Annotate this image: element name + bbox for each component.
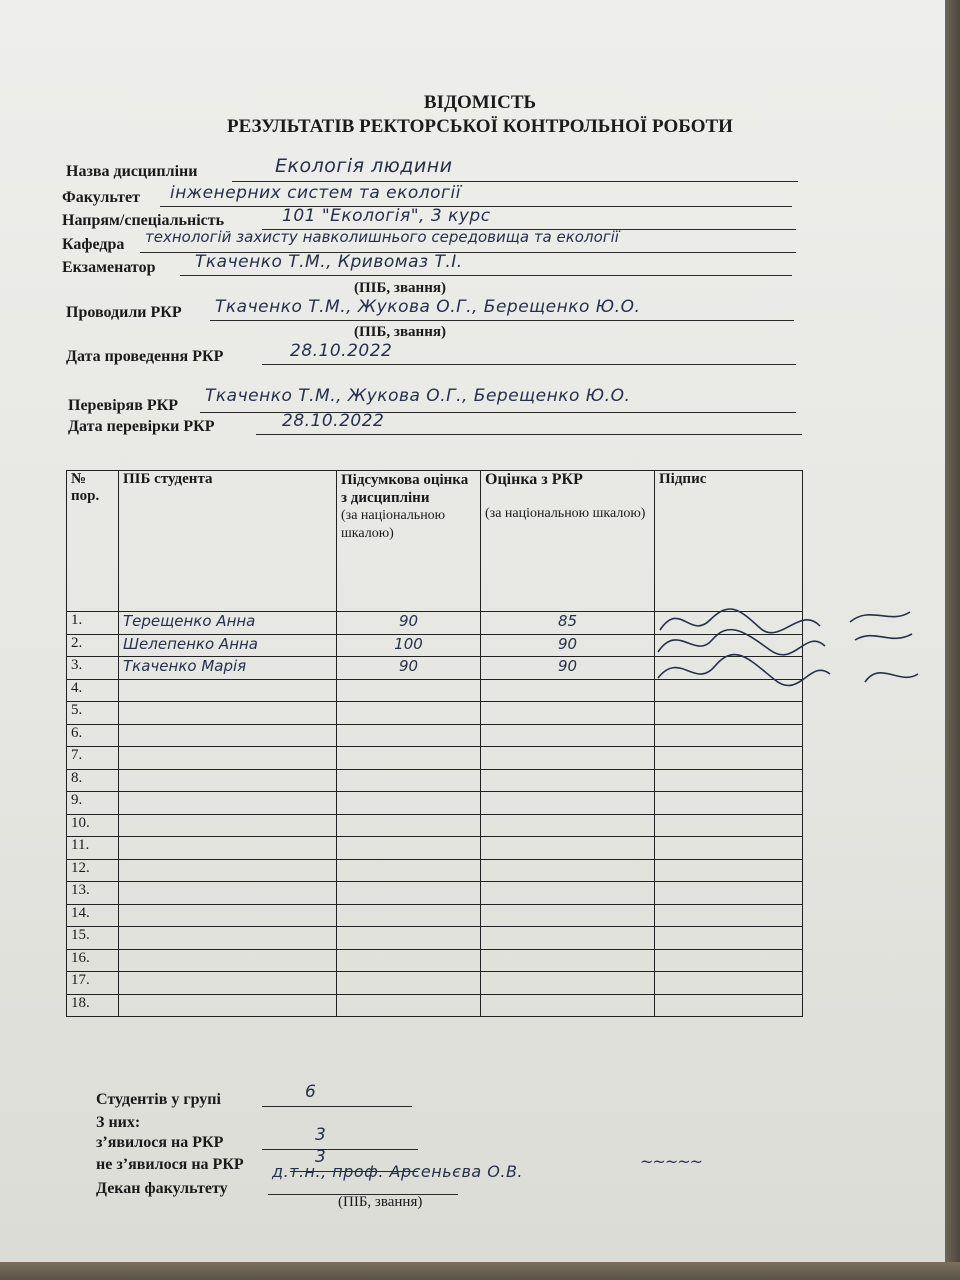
row-rkr-grade: 90 <box>481 657 655 680</box>
dean-value: д.т.н., проф. Арсеньєва О.В. <box>272 1162 524 1181</box>
appeared-label: з’явилося на РКР <box>96 1134 224 1151</box>
examiner-line <box>180 275 792 276</box>
row-number: 14. <box>67 904 119 927</box>
row-final-grade <box>337 904 481 927</box>
row-student-name <box>119 927 337 950</box>
row-rkr-grade <box>481 994 655 1017</box>
table-row <box>67 702 803 725</box>
department-value: технологій захисту навколишнього середовища та екології <box>145 228 619 246</box>
row-number: 1. <box>67 612 119 635</box>
dean-signature: ~~~~~ <box>640 1152 703 1171</box>
row-rkr-grade <box>481 837 655 860</box>
row-final-grade <box>337 837 481 860</box>
date-conducted-label: Дата проведення РКР <box>66 348 224 365</box>
row-student-name <box>119 994 337 1017</box>
date-checked-value: 28.10.2022 <box>282 411 385 431</box>
table-row <box>67 814 803 837</box>
row-rkr-grade <box>481 702 655 725</box>
row-final-grade: 90 <box>337 612 481 635</box>
document-subtitle: РЕЗУЛЬТАТІВ РЕКТОРСЬКОЇ КОНТРОЛЬНОЇ РОБОТИ <box>227 116 733 137</box>
conducted-caption: (ПІБ, звання) <box>354 324 446 340</box>
row-signature <box>655 747 803 770</box>
row-rkr-grade: 90 <box>481 634 655 657</box>
row-student-name: Шелепенко Анна <box>119 634 337 657</box>
discipline-line <box>232 181 798 182</box>
header-rkr-grade-title: Оцінка з РКР <box>485 471 583 488</box>
row-final-grade <box>337 949 481 972</box>
table-row <box>67 769 803 792</box>
row-number: 2. <box>67 634 119 657</box>
row-final-grade <box>337 859 481 882</box>
row-rkr-grade <box>481 769 655 792</box>
row-student-name <box>119 769 337 792</box>
signature-scribbles <box>650 600 940 700</box>
not-appeared-value: 3 <box>315 1147 327 1167</box>
conducted-line <box>210 320 794 321</box>
row-signature <box>655 769 803 792</box>
row-signature <box>655 904 803 927</box>
table-row <box>67 859 803 882</box>
row-rkr-grade <box>481 972 655 995</box>
header-student-name: ПІБ студента <box>119 471 337 612</box>
row-final-grade <box>337 747 481 770</box>
specialty-label: Напрям/спеціальність <box>62 212 225 229</box>
table-header-row <box>67 471 803 612</box>
faculty-label: Факультет <box>62 189 140 206</box>
conducted-value: Ткаченко Т.М., Жукова О.Г., Берещенко Ю.О. <box>215 297 641 317</box>
students-label: Студентів у групі <box>96 1091 221 1108</box>
row-number: 11. <box>67 837 119 860</box>
row-final-grade <box>337 814 481 837</box>
department-label: Кафедра <box>62 236 125 253</box>
table-row <box>67 927 803 950</box>
students-line <box>262 1106 412 1107</box>
row-student-name: Ткаченко Марія <box>119 657 337 680</box>
specialty-value: 101 "Екологія", 3 курс <box>282 206 491 226</box>
row-final-grade <box>337 882 481 905</box>
row-number: 10. <box>67 814 119 837</box>
row-final-grade: 100 <box>337 634 481 657</box>
header-final-grade-title: Підсумкова оцінка з дисципліни <box>341 472 469 506</box>
table-row <box>67 837 803 860</box>
document-title: ВІДОМІСТЬ <box>423 92 537 113</box>
row-final-grade: 90 <box>337 657 481 680</box>
appeared-line <box>262 1149 418 1150</box>
row-number: 17. <box>67 972 119 995</box>
row-student-name <box>119 904 337 927</box>
examiner-caption: (ПІБ, звання) <box>354 280 446 296</box>
checked-value: Ткаченко Т.М., Жукова О.Г., Берещенко Ю.О. <box>205 386 631 406</box>
row-student-name <box>119 949 337 972</box>
row-number: 5. <box>67 702 119 725</box>
row-rkr-grade <box>481 949 655 972</box>
examiner-label: Екзаменатор <box>62 259 156 276</box>
row-final-grade <box>337 792 481 815</box>
signature-row-1 <box>660 609 910 633</box>
header-rkr-grade <box>481 471 655 612</box>
table-row <box>67 949 803 972</box>
date-checked-line <box>256 434 802 435</box>
row-number: 18. <box>67 994 119 1017</box>
row-student-name <box>119 679 337 702</box>
row-number: 7. <box>67 747 119 770</box>
table-row <box>67 882 803 905</box>
row-number: 8. <box>67 769 119 792</box>
not-appeared-label: не з’явилося на РКР <box>96 1156 244 1173</box>
row-rkr-grade <box>481 724 655 747</box>
row-final-grade <box>337 702 481 725</box>
row-rkr-grade <box>481 679 655 702</box>
row-number: 12. <box>67 859 119 882</box>
row-signature <box>655 882 803 905</box>
checked-label: Перевіряв РКР <box>68 397 178 414</box>
students-value: 6 <box>305 1082 317 1102</box>
row-rkr-grade <box>481 904 655 927</box>
row-number: 9. <box>67 792 119 815</box>
header-final-grade-scale: (за національною шкалою) <box>341 508 446 541</box>
row-number: 13. <box>67 882 119 905</box>
row-rkr-grade <box>481 882 655 905</box>
row-student-name <box>119 792 337 815</box>
row-rkr-grade <box>481 747 655 770</box>
row-student-name <box>119 702 337 725</box>
dean-label: Декан факультету <box>96 1180 228 1197</box>
signature-row-2 <box>658 630 912 655</box>
row-final-grade <box>337 994 481 1017</box>
row-signature <box>655 702 803 725</box>
date-checked-label: Дата перевірки РКР <box>68 418 215 435</box>
table-row <box>67 972 803 995</box>
row-rkr-grade <box>481 859 655 882</box>
table-surface-bottom <box>0 1262 960 1280</box>
row-student-name <box>119 859 337 882</box>
row-student-name <box>119 724 337 747</box>
header-signature: Підпис <box>655 471 803 612</box>
row-final-grade <box>337 769 481 792</box>
row-rkr-grade <box>481 792 655 815</box>
row-student-name <box>119 882 337 905</box>
row-final-grade <box>337 927 481 950</box>
results-table <box>66 470 803 1017</box>
row-number: 15. <box>67 927 119 950</box>
row-rkr-grade <box>481 927 655 950</box>
date-conducted-line <box>262 364 796 365</box>
row-number: 4. <box>67 679 119 702</box>
row-number: 3. <box>67 657 119 680</box>
row-signature <box>655 859 803 882</box>
row-final-grade <box>337 724 481 747</box>
row-signature <box>655 724 803 747</box>
row-final-grade <box>337 972 481 995</box>
row-student-name <box>119 747 337 770</box>
of-them-label: З них: <box>96 1114 141 1131</box>
row-signature <box>655 949 803 972</box>
row-student-name: Терещенко Анна <box>119 612 337 635</box>
date-conducted-value: 28.10.2022 <box>290 341 393 361</box>
table-row <box>67 904 803 927</box>
faculty-value: інженерних систем та екології <box>170 183 461 203</box>
table-row <box>67 994 803 1017</box>
row-number: 16. <box>67 949 119 972</box>
conducted-label: Проводили РКР <box>66 304 182 321</box>
table-surface <box>945 0 960 1280</box>
header-final-grade <box>337 471 481 612</box>
row-number: 6. <box>67 724 119 747</box>
table-row <box>67 747 803 770</box>
dean-caption: (ПІБ, звання) <box>338 1194 423 1210</box>
examiner-value: Ткаченко Т.М., Кривомаз Т.І. <box>195 252 463 272</box>
row-signature <box>655 927 803 950</box>
discipline-label: Назва дисципліни <box>66 163 198 180</box>
header-rkr-grade-scale: (за національною шкалою) <box>485 506 646 521</box>
header-number: № пор. <box>67 471 119 612</box>
row-student-name <box>119 814 337 837</box>
row-signature <box>655 792 803 815</box>
row-student-name <box>119 837 337 860</box>
row-rkr-grade <box>481 814 655 837</box>
signature-row-3 <box>658 655 918 686</box>
row-student-name <box>119 972 337 995</box>
table-row <box>67 724 803 747</box>
row-signature <box>655 814 803 837</box>
row-signature <box>655 994 803 1017</box>
table-row <box>67 792 803 815</box>
appeared-value: 3 <box>315 1125 327 1145</box>
row-rkr-grade: 85 <box>481 612 655 635</box>
row-final-grade <box>337 679 481 702</box>
row-signature <box>655 837 803 860</box>
discipline-value: Екологія людини <box>275 155 453 177</box>
row-signature <box>655 972 803 995</box>
